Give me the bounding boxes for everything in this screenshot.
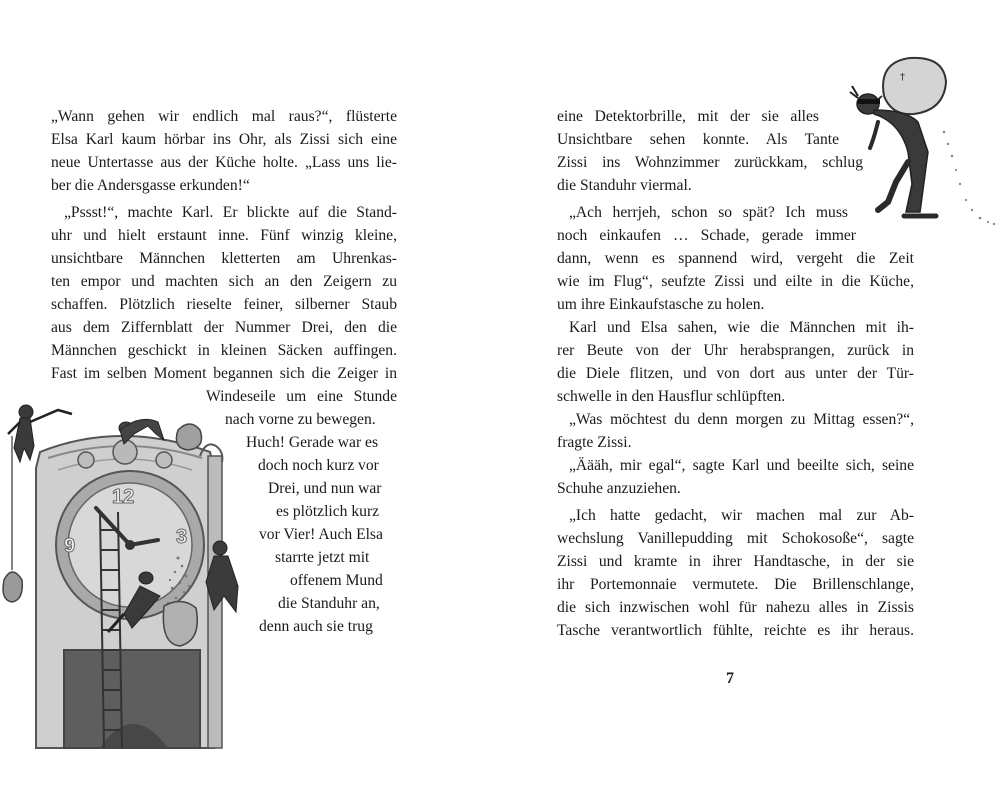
text-line: „Wann gehen wir endlich mal raus?“, flüsterte xyxy=(51,108,397,125)
text-line: wechslung Vanillepudding mit Schokosoße“, sagte xyxy=(557,530,914,547)
text-line: „Pssst!“, machte Karl. Er blickte auf die Stand- xyxy=(64,204,397,221)
text-line: doch noch kurz vor xyxy=(258,457,379,474)
text-line: Huch! Gerade war es xyxy=(246,434,379,451)
clock-numeral-3: 3 xyxy=(176,526,188,548)
text-line: wie im Flug“, seufzte Zissi und eilte in die Küche, xyxy=(557,273,914,290)
text-line: „Äääh, mir egal“, sagte Karl und beeilte sich, seine xyxy=(569,457,914,474)
text-line: Zissi und kramte in ihrer Handtasche, in der sie xyxy=(557,553,914,570)
text-line: die Standuhr viermal. xyxy=(557,177,692,194)
text-line: vor Vier! Auch Elsa xyxy=(259,526,383,543)
text-line: nach vorne zu bewegen. xyxy=(225,411,376,428)
text-line: Karl und Elsa sahen, wie die Männchen mit ih- xyxy=(569,319,914,336)
text-line: fragte Zissi. xyxy=(557,434,632,451)
text-line: aus dem Ziffernblatt der Nummer Drei, den die xyxy=(51,319,397,336)
text-line: die Standuhr an, xyxy=(278,595,380,612)
text-line: Männchen geschickt in kleinen Säcken auffingen. xyxy=(51,342,397,359)
text-line: neue Untertasse aus der Küche holte. „Lass uns lie- xyxy=(51,154,397,171)
text-line: „Ach herrjeh, schon so spät? Ich muss xyxy=(569,204,848,221)
text-line: Elsa Karl kaum hörbar ins Ohr, als Zissi sich eine xyxy=(51,131,397,148)
text-line: eine Detektorbrille, mit der sie alles xyxy=(557,108,819,125)
clock-numeral-9: 9 xyxy=(64,535,76,557)
clock-thieves-illustration xyxy=(0,400,250,750)
svg-text:†: † xyxy=(900,72,905,83)
text-line: Drei, und nun war xyxy=(268,480,382,497)
text-line: „Was möchtest du denn morgen zu Mittag essen?“, xyxy=(569,411,914,428)
text-line: rer Beute von der Uhr herabsprangen, zurück in xyxy=(557,342,914,359)
text-line: schwelle in den Hausflur schlüpften. xyxy=(557,388,786,405)
text-line: ber die Andersgasse erkunden!“ xyxy=(51,177,250,194)
text-line: „Ich hatte gedacht, wir machen mal zur Ab- xyxy=(569,507,914,524)
page-number: 7 xyxy=(726,670,734,687)
clock-numeral-12: 12 xyxy=(112,486,135,508)
text-line: noch einkaufen … Schade, gerade immer xyxy=(557,227,856,244)
text-line: um ihre Einkaufstasche zu holen. xyxy=(557,296,765,313)
text-line: ihr Portemonnaie vermutete. Die Brillenschlange, xyxy=(557,576,914,593)
text-line: Schuhe anzuziehen. xyxy=(557,480,681,497)
text-line: Tasche verantwortlich fühlte, reichte es ihr heraus. xyxy=(557,622,914,639)
text-line: Zissi ins Wohnzimmer zurückkam, schlug xyxy=(557,154,863,171)
text-line: die sich inzwischen wohl für nahezu alles in Zissis xyxy=(557,599,914,616)
text-line: die Diele flitzen, und von dort aus unter der Tür- xyxy=(557,365,914,382)
text-line: denn auch sie trug xyxy=(259,618,373,635)
text-line: offenem Mund xyxy=(290,572,383,589)
text-line: unsichtbare Männchen kletterten am Uhrenkas- xyxy=(51,250,397,267)
text-line: ten empor und machten sich an den Zeigern zu xyxy=(51,273,397,290)
text-line: Unsichtbare sehen konnte. Als Tante xyxy=(557,131,839,148)
text-line: Windeseile um eine Stunde xyxy=(206,388,397,405)
text-line: starrte jetzt mit xyxy=(275,549,370,566)
thief-with-sack-illustration xyxy=(848,52,998,227)
text-line: uhr und hielt erstaunt inne. Fünf winzig kleine, xyxy=(51,227,397,244)
text-line: dann, wenn es spannend wird, vergeht die Zeit xyxy=(557,250,914,267)
text-line: schaffen. Plötzlich rieselte feiner, silberner Staub xyxy=(51,296,397,313)
text-line: es plötzlich kurz xyxy=(276,503,380,520)
text-line: Fast im selben Moment begannen sich die Zeiger in xyxy=(51,365,397,382)
